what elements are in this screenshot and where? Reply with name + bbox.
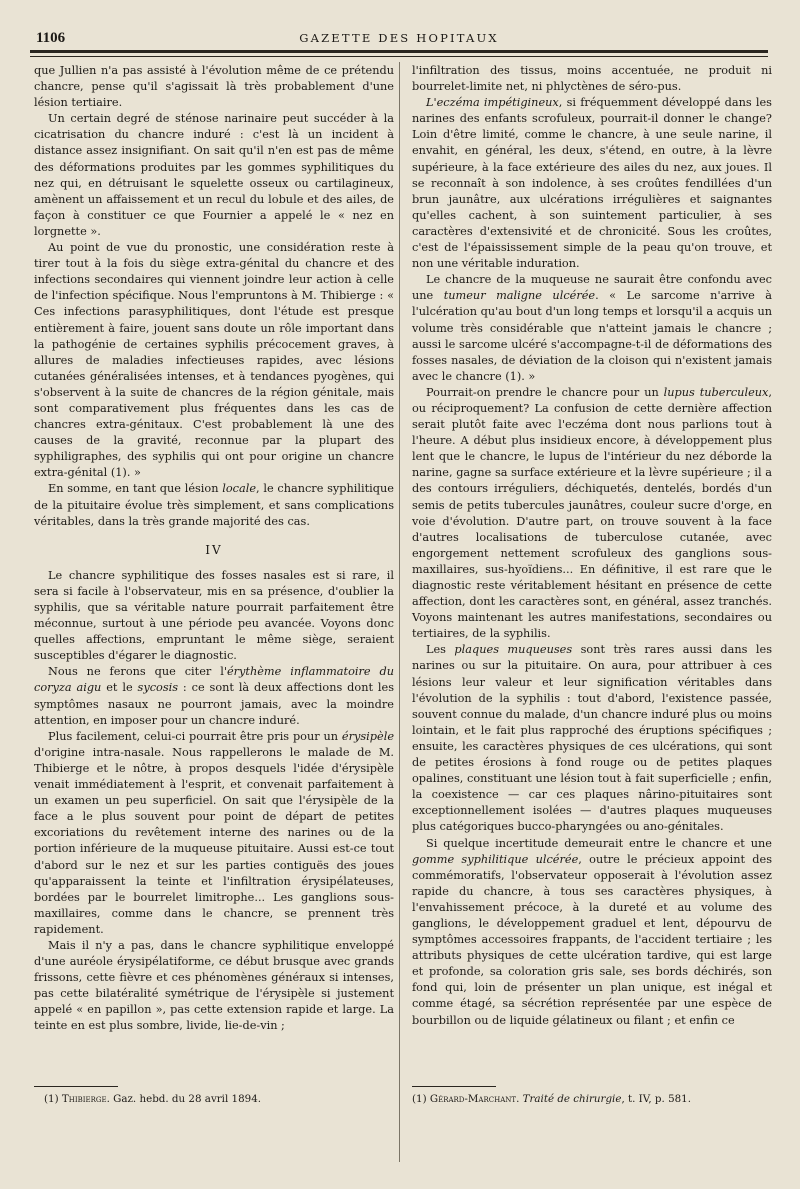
journal-title: GAZETTE DES HOPITAUX: [299, 31, 499, 45]
header-rule-thin: [30, 56, 768, 57]
left-column: [34, 63, 394, 1035]
paragraph: Un certain degré de sténose narinaire peut succéder à la cicatrisation du chancre induré : c'est là un incident à distance assez insignifiant. On sait qu'il n'en est pas de même des déformations produites par les gommes syphilitiques du nez qui, en détruisant le squelette osseux ou cartilagineux, amènent un affaissement et un recul du lobule et des ailes, de façon à constituer ce que Fournier a appelé le « nez en lorgnette ».: [34, 112, 394, 238]
paragraph: Au point de vue du pronostic, une considération reste à tirer tout à la fois du siège extra-génital du chancre et des infections secondaires qui viennent joindre leur action à celle de l'infection spécifique. Nous l'empruntons à M. Thibierge : « Ces infections parasyphilitiques, dont l'étude est presque entièrement à faire, jouent sans doute un rôle important dans la pathogénie de certaines syphilis précocement graves, à allures de maladies infectieuses rapides, avec lésions cutanées généralisées intenses, et à tendances pyogènes, qui s'observent à la suite de chancres de la région génitale, mais sont comparativement plus fréquentes dans les cas de chancres extra-génitaux. C'est probablement là une des causes de la gravité, reconnue par la plupart des syphiligraphes, des syphilis qui ont pour origine un chancre extra-génital (1). »: [34, 241, 394, 480]
paragraph: que Jullien n'a pas assisté à l'évolution même de ce prétendu chancre, pense qu'il s'agissait là très probablement d'une lésion tertiaire.: [34, 64, 394, 110]
paragraph: Le chancre de la muqueuse ne saurait être confondu avec une tumeur maligne ulcérée. « Le sarcome n'arrive à l'ulcération qu'au bout d'un long temps et lorsqu'il a acquis un volume très considérable que n'atteint jamais le chancre ; aussi le sarcome ulcéré s'accompagne-t-il de déformations des fosses nasales, de déviation de la cloison qui n'existent jamais avec le chancre (1). »: [412, 273, 772, 383]
header-rule-thick: [30, 50, 768, 53]
footnote-left: (1) Thibierge. Gaz. hebd. du 28 avril 1894.: [44, 1093, 262, 1105]
paragraph: Plus facilement, celui-ci pourrait être pris pour un érysipèle d'origine intra-nasale. Nous rappellerons le malade de M. Thibierge et le nôtre, à propos desquels l'idée d'érysipèle venait immédiatement à l'esprit, et convenait parfaitement à un examen un peu superficiel. On sait que l'érysipèle de la face a le plus souvent pour point de départ de petites excoriations du revêtement interne des narines ou de la portion inférieure de la muqueuse pituitaire. Aussi est-ce tout d'abord sur le nez et sur les parties contiguës des joues qu'apparaissent la teinte et l'infiltration érysipélateuses, bordées par le bourrelet limitrophe... Les ganglions sous-maxillaires, comme dans le chancre, se prennent très rapidement.: [34, 729, 394, 936]
paragraph: Le chancre syphilitique des fosses nasales est si rare, il sera si facile à l'observateur, mis en sa présence, d'oublier la syphilis, que sa véritable nature pourrait parfaitement être méconnue, surtout à une période peu avancée. Voyons donc quelles affections, empruntant le même siège, seraient susceptibles d'égarer le diagnostic.: [34, 568, 394, 663]
footnote-rule: [412, 1086, 496, 1087]
footnote-rule: [34, 1086, 118, 1087]
page-header: [30, 26, 768, 52]
column-separator: [399, 62, 400, 1162]
paragraph: Mais il n'y a pas, dans le chancre syphilitique enveloppé d'une auréole érysipélatiforme, ce début brusque avec grands frissons, cette fièvre et ces phénomènes généraux si intenses, pas cette bilatéralité symétrique de l'érysipèle si justement appelé « en papillon », pas cette extension rapide et large. La teinte en est plus sombre, livide, lie-de-vin ;: [34, 938, 394, 1033]
paragraph: Si quelque incertitude demeurait entre le chancre et une gomme syphilitique ulcérée, outre le précieux appoint des commémoratifs, l'observateur opposerait à l'évolution assez rapide du chancre, à tous ses caractères physiques, à l'envahissement précoce, à la dureté et au volume des ganglions, le développement graduel et lent, dépourvu de symptômes accessoires frappants, de l'accident tertiaire ; les attributs physiques de cette ulcération tardive, qui est large et profonde, sa coloration gris sale, ses bords déchirés, son fond qui, loin de présenter un plan unique, est inégal et comme étagé, sa sécrétion représentée par une espèce de bourbillon ou de liquide gélatineux ou filant ; et enfin ce: [412, 836, 773, 1027]
right-column: [412, 63, 772, 1029]
paragraph: Pourrait-on prendre le chancre pour un lupus tuberculeux, ou réciproquement? La confusion de cette dernière affection serait plutôt faite avec l'eczéma dont nous parlions tout à l'heure. A début plus insidieux encore, à développement plus lent que le chancre, le lupus de l'intérieur du nez déborde la narine, gagne sa surface extérieure et la lèvre supérieure ; il a des contours irréguliers, déchiquetés, dentelés, bordés d'un semis de petits tubercules jaunâtres, couleur sucre d'orge, en voie d'évolution. D'autre part, on trouve souvent à la face d'autres localisations de tuberculose cutanée, avec engorgement nettement scrofuleux des ganglions sous-maxillaires, sus-hyoïdiens... En définitive, il est rare que le diagnostic reste véritablement hésitant en présence de cette affection, dont les caractères sont, en général, assez tranchés. Voyons maintenant les autres manifestations, secondaires ou tertiaires, de la syphilis.: [412, 385, 772, 641]
section-heading: IV: [205, 542, 223, 557]
paragraph: En somme, en tant que lésion locale, le chancre syphilitique de la pituitaire évolue très simplement, et sans complications véritables, dans la très grande majorité des cas.: [34, 482, 394, 528]
footnote-right: (1) Gérard-Marchant. Traité de chirurgie, t. IV, p. 581.: [412, 1093, 691, 1105]
paragraph: l'infiltration des tissus, moins accentuée, ne produit ni bourrelet-limite net, ni phlyctènes de séro-pus.: [412, 64, 772, 94]
paragraph: Les plaques muqueuses sont très rares aussi dans les narines ou sur la pituitaire. On aura, pour attribuer à ces lésions leur valeur et leur signification véritables dans l'évolution de la syphilis : tout d'abord, l'existence passée, souvent connue du malade, d'un chancre induré plus ou moins lointain, et le fait plus rapproché des éruptions spécifiques ; ensuite, les caractères physiques de ces ulcérations, qui sont de petites érosions à fond rouge ou de petites plaques opalines, constituant une lésion tout à fait superficielle ; enfin, la coexistence — car ces plaques nârino-pituitaires sont exceptionnellement isolées — d'autres plaques muqueuses plus catégoriques bucco-pharyngées ou ano-génitales.: [412, 643, 772, 834]
page-number: 1106: [36, 30, 66, 46]
paragraph: Nous ne ferons que citer l'érythème inflammatoire du coryza aigu et le sycosis : ce sont là deux affections dont les symptômes nasaux ne pourront jamais, avec la moindre attention, en imposer pour un chancre induré.: [34, 665, 395, 727]
paragraph: L'eczéma impétigineux, si fréquemment développé dans les narines des enfants scrofuleux, pourrait-il donner le change? Loin d'être limité, comme le chancre, à une seule narine, il envahit, en général, les deux, s'étend, en outre, à la lèvre supérieure, à la face extérieure des ailes du nez, aux joues. Il se reconnaît à son indolence, à ses croûtes fendillées d'un brun jaunâtre, aux ulcérations irrégulières et saignantes qu'elles cachent, à son suintement particulier, à ses caractères d'extensivité et de chronicité. Sous les croûtes, c'est de l'épaississement simple de la peau qu'on trouve, et non une véritable induration.: [412, 96, 772, 271]
